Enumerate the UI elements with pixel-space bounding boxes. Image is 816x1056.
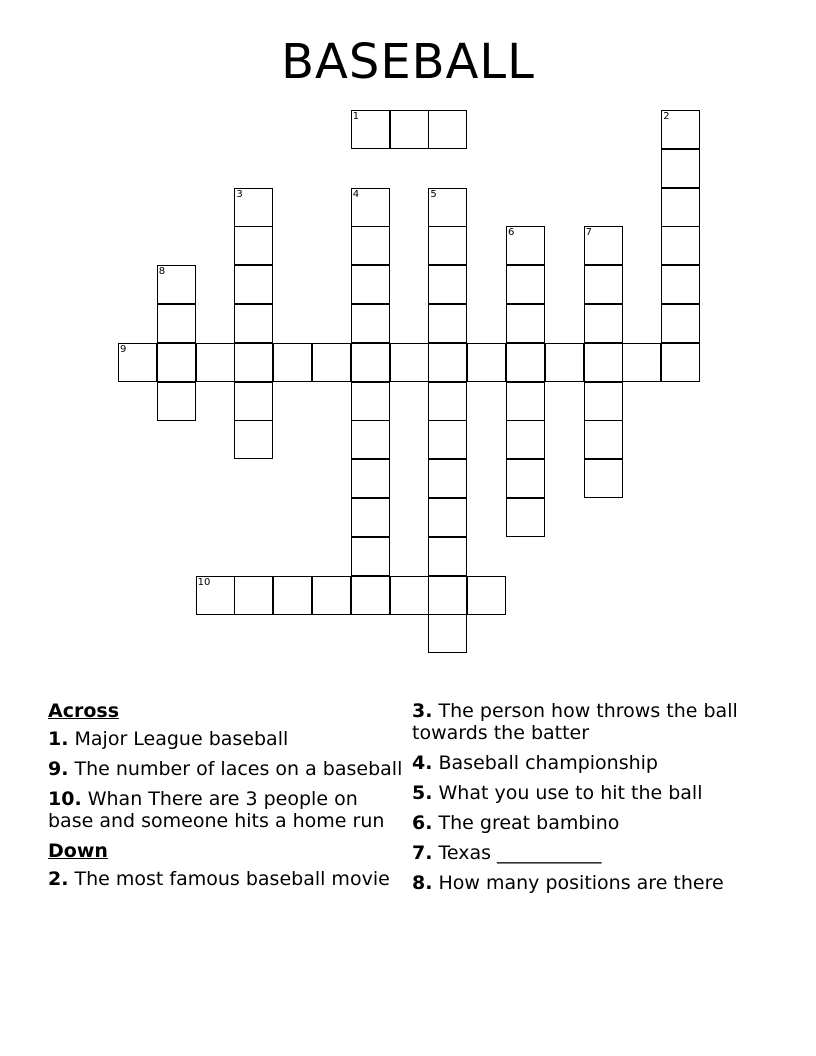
clue-number: 9 bbox=[120, 343, 127, 355]
grid-cell[interactable] bbox=[351, 110, 390, 149]
grid-cell[interactable] bbox=[390, 343, 429, 382]
grid-cell[interactable] bbox=[467, 343, 506, 382]
grid-cell[interactable] bbox=[234, 420, 273, 459]
grid-cell[interactable] bbox=[545, 343, 584, 382]
grid-cell[interactable] bbox=[584, 226, 623, 265]
grid-cell[interactable] bbox=[661, 304, 700, 343]
down-clue-5: 5. What you use to hit the ball bbox=[412, 782, 703, 804]
grid-cell[interactable] bbox=[584, 382, 623, 421]
grid-cell[interactable] bbox=[118, 343, 157, 382]
grid-cell[interactable] bbox=[428, 343, 467, 382]
grid-cell[interactable] bbox=[428, 420, 467, 459]
grid-cell[interactable] bbox=[506, 343, 545, 382]
grid-cell[interactable] bbox=[506, 459, 545, 498]
clue-number: 1 bbox=[352, 111, 360, 122]
grid-cell[interactable] bbox=[351, 226, 390, 265]
grid-cell[interactable] bbox=[273, 343, 312, 382]
grid-cell[interactable] bbox=[584, 304, 623, 343]
grid-cell[interactable] bbox=[312, 343, 351, 382]
grid-cell[interactable] bbox=[196, 343, 235, 382]
grid-cell[interactable] bbox=[351, 304, 390, 343]
grid-cell[interactable] bbox=[584, 420, 623, 459]
grid-cell[interactable] bbox=[428, 265, 467, 304]
grid-cell[interactable] bbox=[428, 110, 467, 149]
grid-cell[interactable] bbox=[351, 420, 390, 459]
grid-cell[interactable] bbox=[506, 498, 545, 537]
grid-cell[interactable] bbox=[428, 304, 467, 343]
grid-cell[interactable] bbox=[622, 343, 661, 382]
down-clue-6: 6. The great bambino bbox=[412, 812, 620, 834]
grid-cell[interactable] bbox=[467, 576, 506, 615]
grid-cell[interactable] bbox=[584, 343, 623, 382]
down-clue-8: 8. How many positions are there bbox=[412, 872, 724, 894]
clues-left-column bbox=[48, 700, 408, 898]
clue-number: 8 bbox=[158, 266, 166, 278]
grid-cell[interactable] bbox=[351, 343, 390, 382]
grid-cell[interactable] bbox=[428, 576, 467, 615]
grid-cell[interactable] bbox=[196, 576, 235, 615]
grid-cell[interactable] bbox=[428, 226, 467, 265]
grid-cell[interactable] bbox=[661, 343, 700, 382]
grid-cell[interactable] bbox=[234, 382, 273, 421]
grid-cell[interactable] bbox=[661, 265, 700, 304]
grid-cell[interactable] bbox=[428, 382, 467, 421]
down-clue-4: 4. Baseball championship bbox=[412, 752, 658, 774]
across-heading: Across bbox=[48, 700, 120, 722]
across-clue-1: 1. Major League baseball bbox=[48, 728, 289, 750]
grid-cell[interactable] bbox=[234, 576, 273, 615]
grid-cell[interactable] bbox=[506, 420, 545, 459]
grid-cell[interactable] bbox=[157, 265, 196, 304]
grid-cell[interactable] bbox=[157, 304, 196, 343]
grid-cell[interactable] bbox=[351, 537, 390, 576]
down-clue-2: 2. The most famous baseball movie bbox=[48, 868, 390, 890]
grid-cell[interactable] bbox=[351, 382, 390, 421]
grid-cell[interactable] bbox=[273, 576, 312, 615]
across-clue-9: 9. The number of laces on a baseball bbox=[48, 758, 403, 780]
grid-cell[interactable] bbox=[351, 188, 390, 227]
down-clue-7: 7. Texas ___________ bbox=[412, 842, 602, 864]
grid-cell[interactable] bbox=[506, 382, 545, 421]
clue-number: 5 bbox=[430, 188, 437, 200]
grid-cell[interactable] bbox=[390, 110, 429, 149]
grid-cell[interactable] bbox=[351, 498, 390, 537]
grid-cell[interactable] bbox=[428, 498, 467, 537]
grid-cell[interactable] bbox=[351, 459, 390, 498]
down-heading: Down bbox=[48, 840, 108, 862]
grid-cell[interactable] bbox=[506, 265, 545, 304]
grid-cell[interactable] bbox=[234, 265, 273, 304]
grid-cell[interactable] bbox=[312, 576, 351, 615]
grid-cell[interactable] bbox=[234, 304, 273, 343]
clue-number: 10 bbox=[197, 576, 211, 588]
grid-cell[interactable] bbox=[234, 343, 273, 382]
grid-cell[interactable] bbox=[157, 343, 196, 382]
grid-cell[interactable] bbox=[351, 265, 390, 304]
grid-cell[interactable] bbox=[157, 382, 196, 421]
clue-number: 7 bbox=[585, 227, 592, 239]
clue-number: 2 bbox=[663, 111, 670, 122]
grid-cell[interactable] bbox=[428, 614, 467, 653]
clue-number: 3 bbox=[236, 188, 243, 200]
grid-cell[interactable] bbox=[661, 149, 700, 188]
down-clue-3: 3. The person how throws the ball towards the batter bbox=[412, 700, 738, 744]
across-clue-10: 10. Whan There are 3 people on base and someone hits a home run bbox=[48, 788, 385, 832]
grid-cell[interactable] bbox=[428, 459, 467, 498]
clue-number: 6 bbox=[508, 227, 515, 239]
grid-cell[interactable] bbox=[428, 537, 467, 576]
page-title: BASEBALL bbox=[281, 34, 535, 90]
grid-cell[interactable] bbox=[351, 576, 390, 615]
grid-cell[interactable] bbox=[584, 265, 623, 304]
grid-cell[interactable] bbox=[506, 304, 545, 343]
grid-cell[interactable] bbox=[234, 188, 273, 227]
grid-cell[interactable] bbox=[428, 188, 467, 227]
grid-cell[interactable] bbox=[584, 459, 623, 498]
clue-number: 4 bbox=[352, 188, 360, 200]
grid-cell[interactable] bbox=[234, 226, 273, 265]
grid-cell[interactable] bbox=[661, 110, 700, 149]
grid-cell[interactable] bbox=[661, 188, 700, 227]
grid-cell[interactable] bbox=[661, 226, 700, 265]
grid-cell[interactable] bbox=[506, 226, 545, 265]
grid-cell[interactable] bbox=[390, 576, 429, 615]
clues-right-column bbox=[412, 700, 772, 902]
